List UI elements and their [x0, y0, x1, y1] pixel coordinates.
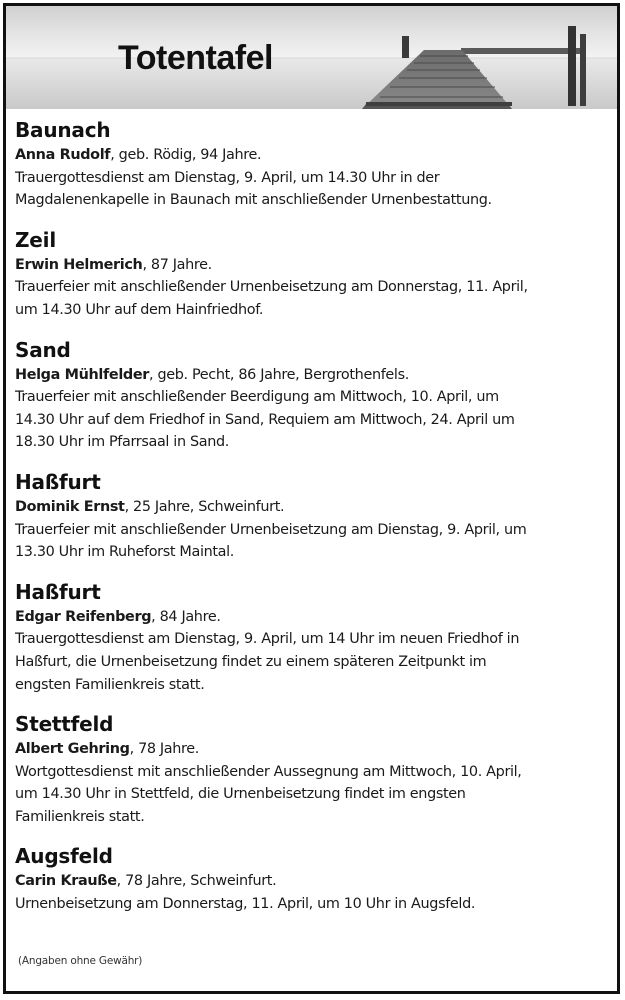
person-line [15, 144, 615, 167]
service-details: 18.30 Uhr im Pfarrsaal in Sand. [15, 434, 229, 451]
person-info: , 87 Jahre. [142, 256, 212, 273]
person-info: , geb. Pecht, 86 Jahre, Bergrothenfels. [149, 366, 409, 383]
person-line [15, 496, 615, 519]
person-name: Helga Mühlfelder [15, 366, 150, 383]
person-line [15, 870, 615, 893]
service-details: Haßfurt, die Urnenbeisetzung findet zu einem späteren Zeitpunkt im [15, 653, 487, 670]
obituary-entry [15, 226, 615, 322]
person-line [15, 364, 615, 387]
person-info: , 78 Jahre. [129, 741, 200, 758]
service-details: Trauergottesdienst am Dienstag, 9. April, um 14 Uhr im neuen Friedhof in [15, 631, 520, 648]
obituary-entry [15, 710, 615, 828]
obituary-notice [3, 3, 620, 994]
service-details: um 14.30 Uhr auf dem Hainfriedhof. [15, 301, 264, 318]
person-name: Edgar Reifenberg [15, 608, 152, 625]
page-title: Totentafel [118, 39, 273, 77]
person-info: , geb. Rödig, 94 Jahre. [110, 147, 262, 163]
service-details: Familienkreis statt. [15, 808, 145, 825]
person-name: Albert Gehring [15, 741, 130, 758]
service-details: Wortgottesdienst mit anschließender Aussegnung am Mittwoch, 10. April, [15, 763, 522, 780]
person-info: , 84 Jahre. [151, 608, 221, 625]
person-name: Erwin Helmerich [15, 256, 143, 273]
obituary-entry [15, 578, 615, 696]
disclaimer-note: (Angaben ohne Gewähr) [18, 955, 143, 967]
service-details: Urnenbeisetzung am Donnerstag, 11. April, um 10 Uhr in Augsfeld. [15, 896, 476, 913]
service-details: Magdalenenkapelle in Baunach mit anschließender Urnenbestattung. [15, 192, 492, 209]
person-name: Carin Krauße [15, 873, 117, 890]
obituary-entry [15, 468, 615, 564]
service-details: 14.30 Uhr auf dem Friedhof in Sand, Requiem am Mittwoch, 24. April um [15, 411, 515, 428]
service-details: 13.30 Uhr im Ruheforst Maintal. [15, 544, 234, 561]
header-banner [6, 6, 617, 109]
obituary-entry [15, 116, 615, 212]
place-heading: Haßfurt [15, 469, 101, 494]
person-name: Dominik Ernst [15, 498, 125, 515]
service-details: Trauerfeier mit anschließender Beerdigung am Mittwoch, 10. April, um [15, 389, 499, 406]
place-heading: Sand [15, 337, 71, 362]
place-heading: Haßfurt [15, 579, 101, 604]
person-line [15, 738, 615, 761]
person-info: , 25 Jahre, Schweinfurt. [124, 498, 285, 515]
service-details: Trauergottesdienst am Dienstag, 9. April, um 14.30 Uhr in der [15, 169, 440, 186]
place-heading: Augsfeld [15, 844, 113, 869]
obituary-entry [15, 336, 615, 454]
person-name: Anna Rudolf [15, 147, 111, 163]
person-line [15, 254, 615, 277]
person-line [15, 606, 615, 629]
service-details: um 14.30 Uhr in Stettfeld, die Urnenbeisetzung findet im engsten [15, 786, 466, 803]
obituary-entry [15, 842, 615, 915]
jetty-on-lake-photo [6, 6, 617, 109]
person-info: , 78 Jahre, Schweinfurt. [116, 873, 277, 890]
service-details: Trauerfeier mit anschließender Urnenbeisetzung am Donnerstag, 11. April, [15, 279, 528, 296]
service-details: Trauerfeier mit anschließender Urnenbeisetzung am Dienstag, 9. April, um [15, 521, 527, 538]
place-heading: Baunach [15, 118, 111, 142]
place-heading: Zeil [15, 227, 56, 252]
service-details: engsten Familienkreis statt. [15, 676, 205, 693]
obituary-list [15, 116, 615, 930]
place-heading: Stettfeld [15, 712, 114, 737]
